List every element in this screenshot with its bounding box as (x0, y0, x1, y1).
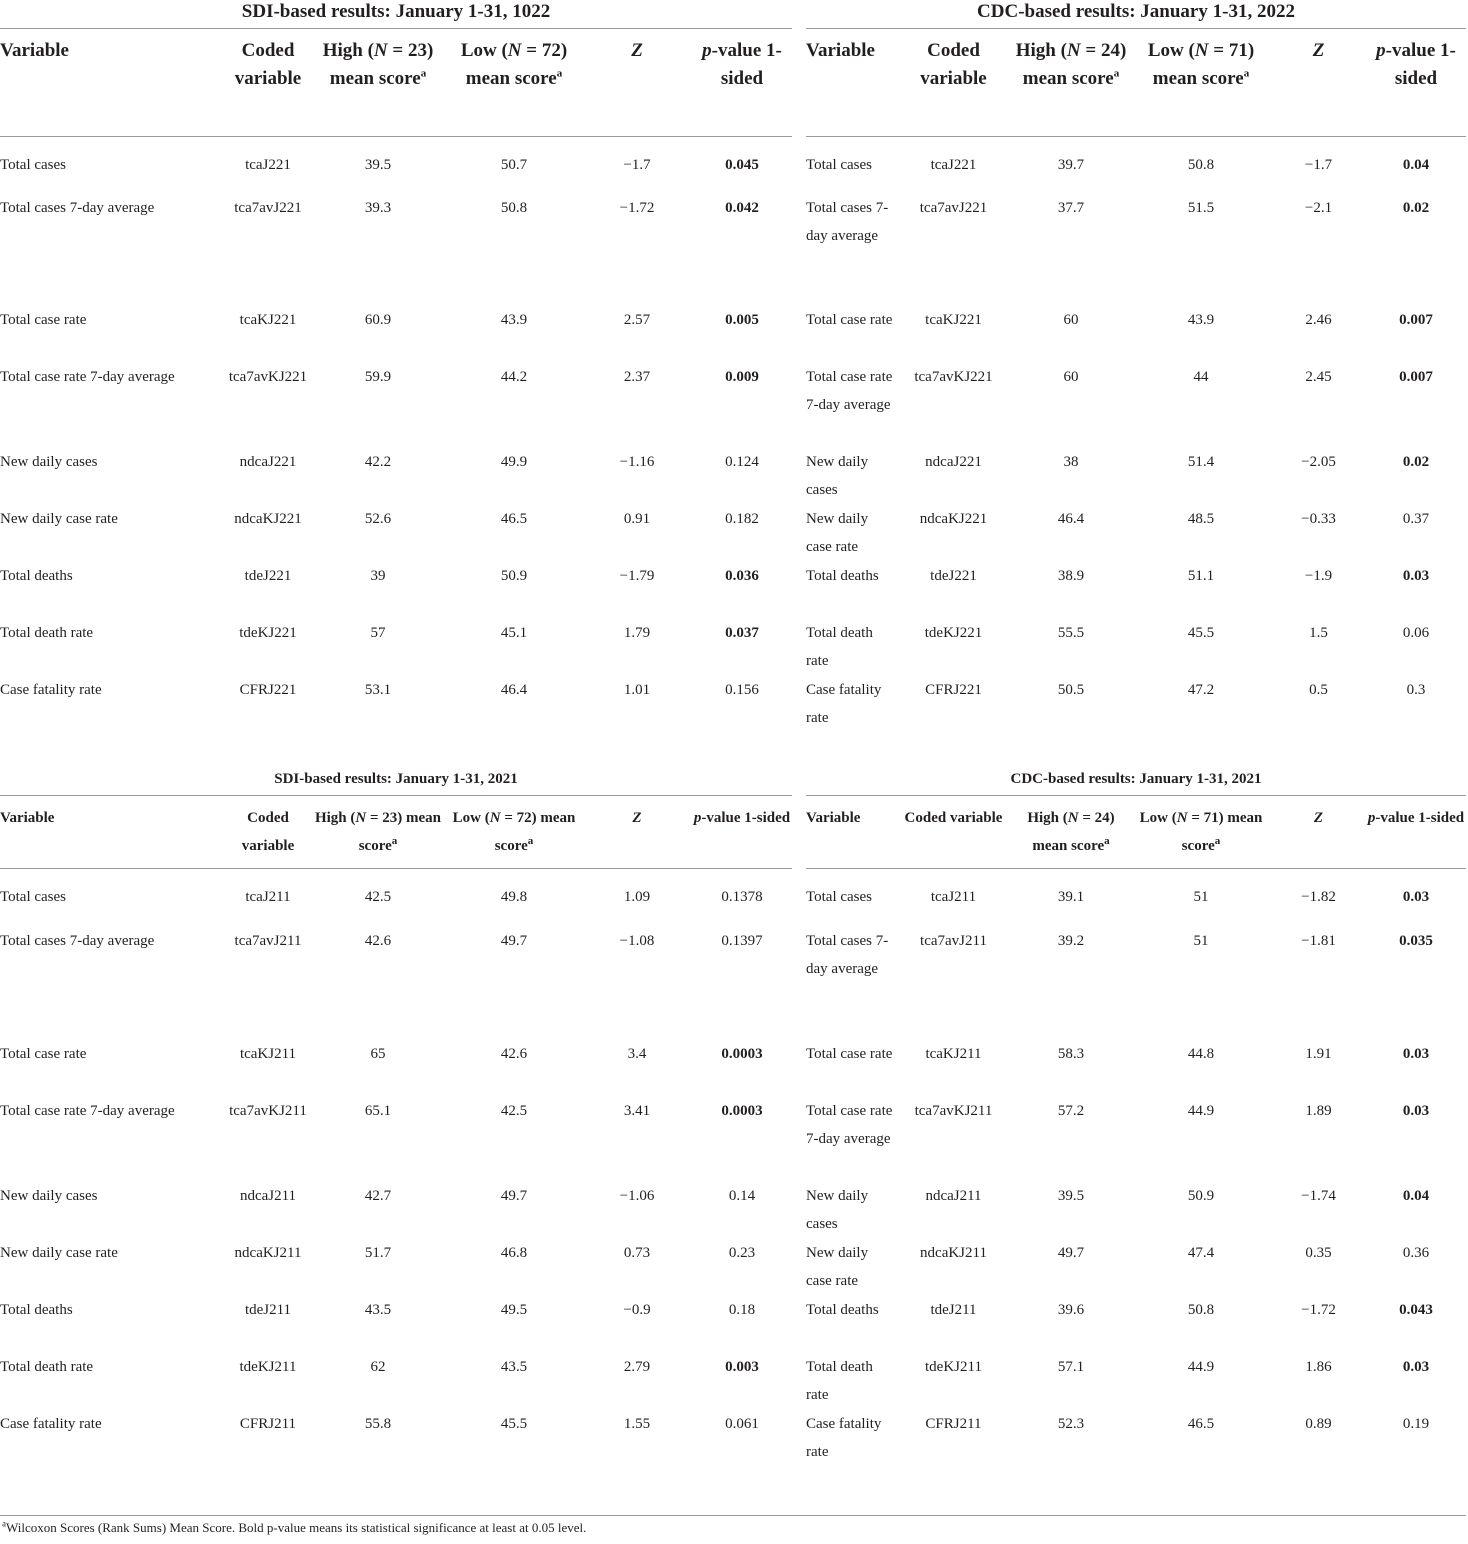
header-high: High (N = 24) mean score$^a$ (1027, 810, 1115, 854)
cell-coded-variable: ndcaKJ221 (234, 510, 302, 527)
panel-title-cdc-2022: CDC-based results: January 1-31, 2022 (977, 1, 1295, 22)
header-row (0, 797, 792, 869)
header-z: Z (1313, 810, 1324, 826)
table-row (806, 363, 1466, 448)
cell-low-mean: 44 (1193, 368, 1209, 385)
cell-z: 1.89 (1305, 1102, 1332, 1119)
cell-p-value: 0.03 (1402, 1358, 1430, 1375)
cell-low-mean: 47.4 (1187, 1244, 1215, 1261)
table-row (806, 1353, 1466, 1410)
cell-low-mean: 42.6 (500, 1045, 528, 1062)
cell-p-value: 0.036 (725, 567, 759, 584)
cell-variable: New daily case rate (806, 510, 869, 555)
table-row (0, 363, 792, 448)
cell-p-value: 0.03 (1402, 889, 1430, 905)
cell-low-mean: 43.5 (500, 1358, 528, 1375)
cell-z: −1.7 (1304, 157, 1333, 173)
cell-low-mean: 49.5 (500, 1301, 528, 1318)
cell-variable: Total death rate (0, 624, 94, 641)
cell-p-value: 0.009 (725, 368, 759, 385)
cell-variable: Total cases (0, 157, 67, 173)
table-row (806, 1296, 1466, 1353)
cell-high-mean: 43.5 (364, 1301, 392, 1318)
table-row (806, 562, 1466, 619)
cell-p-value: 0.02 (1402, 453, 1430, 470)
panel-title-cdc-2021: CDC-based results: January 1-31, 2021 (1010, 771, 1262, 787)
table-row (0, 448, 792, 505)
header-p-value: p-value 1-sided (702, 40, 782, 89)
cell-variable: Total deaths (0, 567, 73, 584)
header-variable: Variable (0, 810, 55, 826)
header-row (806, 797, 1466, 869)
cell-variable: Total death rate (806, 1358, 873, 1403)
cell-p-value: 0.23 (728, 1244, 756, 1261)
cell-p-value: 0.03 (1402, 1102, 1430, 1119)
cell-coded-variable: ndcaKJ211 (234, 1244, 302, 1261)
cell-variable: Total cases 7-day average (0, 932, 155, 949)
cell-coded-variable: tcaJ211 (930, 889, 977, 905)
results-table (806, 797, 1466, 1476)
cell-variable: New daily cases (806, 1187, 869, 1232)
cell-z: 2.46 (1305, 311, 1332, 328)
table-row (806, 1040, 1466, 1097)
cell-p-value: 0.042 (725, 199, 759, 216)
cell-p-value: 0.035 (1399, 932, 1433, 949)
cell-variable: Total case rate (806, 1045, 893, 1062)
cell-variable: Total case rate 7-day average (0, 1102, 175, 1119)
cell-z: 1.91 (1305, 1045, 1332, 1062)
cell-z: 2.37 (623, 368, 651, 385)
cell-z: −2.1 (1304, 199, 1333, 216)
cell-high-mean: 57 (370, 624, 386, 641)
cell-p-value: 0.19 (1402, 1415, 1430, 1432)
table-row (806, 927, 1466, 1040)
cell-p-value: 0.03 (1402, 567, 1430, 584)
cell-z: 2.45 (1305, 368, 1332, 385)
cell-p-value: 0.18 (728, 1301, 756, 1318)
cell-high-mean: 39.3 (364, 199, 392, 216)
cell-variable: New daily case rate (0, 510, 118, 527)
results-table (0, 797, 792, 1467)
table-row (806, 194, 1466, 306)
cell-coded-variable: ndcaKJ221 (919, 510, 988, 527)
cell-low-mean: 48.5 (1187, 510, 1215, 527)
cell-high-mean: 42.5 (364, 889, 392, 905)
cell-z: 1.55 (623, 1415, 651, 1432)
header-z: Z (1312, 40, 1325, 61)
cell-coded-variable: CFRJ211 (239, 1415, 297, 1432)
cell-coded-variable: ndcaJ211 (925, 1187, 982, 1204)
cell-high-mean: 65.1 (364, 1102, 392, 1119)
cell-coded-variable: tca7avKJ211 (229, 1102, 307, 1119)
cell-z: −1.74 (1301, 1187, 1336, 1204)
table-row (0, 1410, 792, 1467)
table-row (806, 1182, 1466, 1239)
cell-z: −1.82 (1301, 889, 1336, 905)
cell-coded-variable: tca7avJ211 (920, 932, 987, 949)
header-low: Low (N = 72) mean score$^a$ (460, 40, 568, 89)
header-coded-variable: Coded variable (904, 810, 1003, 826)
cell-p-value: 0.045 (725, 157, 759, 173)
table-cdc-2021 (806, 797, 1466, 1476)
cell-low-mean: 46.4 (500, 681, 528, 698)
cell-p-value: 0.043 (1399, 1301, 1433, 1318)
cell-z: −1.79 (619, 567, 655, 584)
cell-p-value: 0.36 (1402, 1244, 1430, 1261)
cell-high-mean: 39.5 (364, 157, 392, 173)
cell-z: 1.01 (623, 681, 651, 698)
header-low: Low (N = 71) mean score$^a$ (1147, 40, 1255, 89)
header-high: High (N = 24) mean score$^a$ (1015, 40, 1127, 89)
cell-coded-variable: CFRJ221 (239, 681, 297, 698)
cell-coded-variable: tdeJ221 (930, 567, 977, 584)
cell-high-mean: 49.7 (1057, 1244, 1085, 1261)
cell-p-value: 0.03 (1402, 1045, 1430, 1062)
cell-high-mean: 55.8 (364, 1415, 392, 1432)
cell-high-mean: 46.4 (1057, 510, 1085, 527)
cell-coded-variable: tcaKJ221 (239, 311, 297, 328)
table-row (806, 869, 1466, 927)
cell-variable: Total cases 7-day average (0, 199, 155, 216)
header-low: Low (N = 72) mean score$^a$ (452, 810, 576, 854)
cell-coded-variable: tdeJ221 (244, 567, 292, 584)
results-table (806, 30, 1466, 742)
cell-high-mean: 60.9 (364, 311, 392, 328)
cell-variable: Total case rate 7-day average (0, 368, 175, 385)
cell-coded-variable: ndcaJ211 (239, 1187, 297, 1204)
cell-variable: Total death rate (0, 1358, 94, 1375)
cell-p-value: 0.0003 (721, 1102, 763, 1119)
cell-z: −1.72 (1301, 1301, 1336, 1318)
cell-coded-variable: tdeKJ211 (925, 1358, 982, 1375)
cell-variable: Case fatality rate (0, 681, 102, 698)
cell-z: 0.91 (623, 510, 651, 527)
table-row (806, 1410, 1466, 1476)
cell-high-mean: 59.9 (364, 368, 392, 385)
cell-variable: New daily cases (0, 453, 98, 470)
table-row (0, 1182, 792, 1239)
cell-coded-variable: CFRJ211 (925, 1415, 982, 1432)
cell-p-value: 0.005 (725, 311, 759, 328)
cell-z: 2.79 (623, 1358, 651, 1375)
cell-z: 1.79 (623, 624, 651, 641)
table-row (806, 306, 1466, 363)
cell-coded-variable: tca7avJ221 (234, 199, 302, 216)
cell-low-mean: 50.7 (500, 157, 528, 173)
cell-p-value: 0.124 (725, 453, 759, 470)
table-row (0, 1239, 792, 1296)
rule (0, 28, 792, 29)
cell-high-mean: 57.1 (1057, 1358, 1085, 1375)
cell-low-mean: 45.1 (500, 624, 528, 641)
cell-low-mean: 50.9 (1187, 1187, 1215, 1204)
table-row (0, 194, 792, 306)
cell-p-value: 0.156 (725, 681, 759, 698)
cell-low-mean: 49.8 (500, 889, 528, 905)
cell-high-mean: 42.2 (364, 453, 392, 470)
cell-p-value: 0.003 (725, 1358, 759, 1375)
cell-p-value: 0.1397 (721, 932, 763, 949)
cell-z: −1.16 (619, 453, 655, 470)
cell-coded-variable: tcaJ221 (245, 157, 291, 173)
cell-coded-variable: tca7avJ221 (919, 199, 988, 216)
cell-z: −0.9 (623, 1301, 651, 1318)
table-row (806, 505, 1466, 562)
table-row (0, 619, 792, 676)
header-high: High (N = 23) mean score$^a$ (322, 40, 434, 89)
table-row (0, 927, 792, 1040)
cell-coded-variable: ndcaKJ211 (920, 1244, 987, 1261)
header-coded-variable: Coded variable (920, 40, 987, 89)
header-z: Z (631, 40, 643, 61)
cell-p-value: 0.04 (1402, 157, 1430, 173)
header-coded-variable: Coded variable (241, 810, 295, 854)
cell-high-mean: 39.6 (1057, 1301, 1085, 1318)
cell-z: 1.09 (623, 889, 651, 905)
header-variable: Variable (0, 40, 69, 61)
cell-variable: Total case rate 7-day average (806, 368, 893, 413)
header-variable: Variable (806, 40, 875, 61)
table-row (806, 1239, 1466, 1296)
cell-coded-variable: tdeKJ221 (924, 624, 983, 641)
cell-variable: Total cases 7-day average (806, 932, 889, 977)
cell-variable: Total case rate (0, 311, 87, 328)
table-row (0, 1040, 792, 1097)
cell-p-value: 0.007 (1399, 311, 1433, 328)
cell-coded-variable: tcaJ221 (930, 157, 977, 173)
cell-coded-variable: tdeKJ221 (239, 624, 297, 641)
header-row (806, 30, 1466, 137)
cell-variable: Total case rate 7-day average (806, 1102, 893, 1147)
cell-low-mean: 51.5 (1187, 199, 1215, 216)
cell-variable: Total deaths (806, 567, 879, 584)
table-cdc-2022 (806, 30, 1466, 742)
header-variable: Variable (806, 810, 861, 826)
cell-coded-variable: tca7avKJ221 (914, 368, 993, 385)
cell-variable: Total case rate (806, 311, 893, 328)
cell-z: −1.81 (1301, 932, 1336, 949)
cell-variable: Case fatality rate (0, 1415, 102, 1432)
cell-p-value: 0.1378 (721, 889, 763, 905)
cell-p-value: 0.007 (1399, 368, 1433, 385)
cell-variable: Total cases (0, 889, 67, 905)
cell-z: 0.5 (1309, 681, 1328, 698)
cell-variable: Case fatality rate (806, 1415, 882, 1460)
table-sdi-2022 (0, 30, 792, 733)
cell-low-mean: 45.5 (1187, 624, 1215, 641)
cell-z: 0.89 (1305, 1415, 1332, 1432)
header-low: Low (N = 71) mean score$^a$ (1139, 810, 1263, 854)
cell-variable: Total cases 7-day average (806, 199, 889, 244)
cell-high-mean: 39.1 (1057, 889, 1085, 905)
cell-z: −1.06 (619, 1187, 655, 1204)
panel-title-sdi-2021: SDI-based results: January 1-31, 2021 (274, 771, 518, 787)
cell-high-mean: 42.7 (364, 1187, 392, 1204)
table-row (806, 1097, 1466, 1182)
table-row (0, 869, 792, 927)
cell-p-value: 0.37 (1402, 510, 1430, 527)
cell-low-mean: 43.9 (500, 311, 528, 328)
cell-coded-variable: CFRJ221 (925, 681, 982, 698)
cell-z: 0.73 (623, 1244, 651, 1261)
table-row (0, 306, 792, 363)
cell-coded-variable: ndcaJ221 (925, 453, 982, 470)
header-p-value: p-value 1-sided (1367, 810, 1465, 826)
cell-variable: New daily case rate (0, 1244, 118, 1261)
cell-low-mean: 42.5 (500, 1102, 528, 1119)
cell-p-value: 0.0003 (721, 1045, 763, 1062)
cell-low-mean: 46.5 (500, 510, 528, 527)
cell-low-mean: 46.5 (1187, 1415, 1215, 1432)
cell-low-mean: 50.8 (1187, 157, 1215, 173)
cell-low-mean: 51 (1193, 889, 1209, 905)
cell-variable: Total case rate (0, 1045, 87, 1062)
table-row (0, 1097, 792, 1182)
table-row (0, 562, 792, 619)
cell-low-mean: 50.8 (500, 199, 528, 216)
cell-high-mean: 58.3 (1057, 1045, 1085, 1062)
table-row (806, 137, 1466, 194)
header-high: High (N = 23) mean score$^a$ (314, 810, 442, 854)
cell-variable: Total cases (806, 889, 873, 905)
cell-high-mean: 53.1 (364, 681, 392, 698)
table-row (806, 676, 1466, 742)
cell-low-mean: 44.9 (1187, 1102, 1215, 1119)
cell-high-mean: 42.6 (364, 932, 392, 949)
cell-low-mean: 44.8 (1187, 1045, 1215, 1062)
cell-high-mean: 39.7 (1057, 157, 1085, 173)
cell-low-mean: 49.9 (500, 453, 528, 470)
rule (806, 28, 1466, 29)
cell-high-mean: 55.5 (1057, 624, 1085, 641)
cell-low-mean: 44.9 (1187, 1358, 1215, 1375)
cell-z: −1.7 (623, 157, 651, 173)
cell-high-mean: 60 (1063, 311, 1079, 328)
cell-high-mean: 38.9 (1057, 567, 1085, 584)
cell-z: 3.4 (627, 1045, 647, 1062)
cell-high-mean: 60 (1063, 368, 1079, 385)
cell-z: −1.72 (619, 199, 655, 216)
cell-high-mean: 39.5 (1057, 1187, 1085, 1204)
table-row (0, 137, 792, 194)
results-table (0, 30, 792, 733)
cell-z: 3.41 (623, 1102, 651, 1119)
cell-high-mean: 62 (370, 1358, 386, 1375)
rule (0, 795, 792, 796)
panel-title-sdi-2022: SDI-based results: January 1-31, 1022 (241, 1, 551, 22)
cell-coded-variable: ndcaJ221 (239, 453, 297, 470)
header-row (0, 30, 792, 137)
cell-low-mean: 47.2 (1187, 681, 1215, 698)
cell-variable: New daily cases (0, 1187, 98, 1204)
cell-p-value: 0.061 (725, 1415, 759, 1432)
cell-variable: New daily cases (806, 453, 869, 498)
cell-coded-variable: tca7avJ211 (234, 932, 302, 949)
cell-variable: New daily case rate (806, 1244, 869, 1289)
cell-low-mean: 50.9 (500, 567, 528, 584)
cell-coded-variable: tca7avKJ211 (914, 1102, 993, 1119)
cell-z: −2.05 (1301, 453, 1336, 470)
cell-coded-variable: tdeKJ211 (239, 1358, 297, 1375)
table-row (806, 619, 1466, 676)
cell-low-mean: 51.1 (1187, 567, 1215, 584)
cell-variable: Total death rate (806, 624, 873, 669)
cell-p-value: 0.02 (1402, 199, 1430, 216)
cell-variable: Total deaths (806, 1301, 879, 1318)
cell-high-mean: 51.7 (364, 1244, 392, 1261)
cell-low-mean: 49.7 (500, 932, 528, 949)
header-p-value: p-value 1-sided (1376, 40, 1456, 89)
cell-high-mean: 52.6 (364, 510, 392, 527)
header-z: Z (632, 810, 642, 826)
cell-low-mean: 46.8 (500, 1244, 528, 1261)
cell-z: 2.57 (623, 311, 651, 328)
cell-p-value: 0.037 (725, 624, 759, 641)
cell-high-mean: 50.5 (1057, 681, 1085, 698)
footnote: $^a$Wilcoxon Scores (Rank Sums) Mean Score. Bold p-value means its statistical significance at least at 0.05 level. (2, 1518, 587, 1535)
header-p-value: p-value 1-sided (693, 810, 791, 826)
bottom-rule (0, 1515, 1466, 1516)
table-row (0, 1353, 792, 1410)
cell-coded-variable: tdeJ211 (244, 1301, 292, 1318)
cell-low-mean: 45.5 (500, 1415, 528, 1432)
table-row (0, 1296, 792, 1353)
cell-p-value: 0.04 (1402, 1187, 1430, 1204)
cell-low-mean: 50.8 (1187, 1301, 1215, 1318)
cell-low-mean: 51.4 (1187, 453, 1215, 470)
table-row (0, 505, 792, 562)
cell-z: −1.08 (619, 932, 655, 949)
cell-high-mean: 38 (1063, 453, 1079, 470)
cell-p-value: 0.3 (1406, 681, 1426, 698)
cell-z: 1.5 (1309, 624, 1328, 641)
cell-coded-variable: tcaKJ221 (925, 311, 982, 328)
cell-high-mean: 37.7 (1057, 199, 1085, 216)
cell-p-value: 0.182 (725, 510, 759, 527)
table-row (806, 448, 1466, 505)
cell-coded-variable: tcaKJ211 (239, 1045, 297, 1062)
cell-z: −1.9 (1304, 567, 1333, 584)
cell-z: −0.33 (1301, 510, 1336, 527)
cell-z: 0.35 (1305, 1244, 1332, 1261)
cell-coded-variable: tcaKJ211 (925, 1045, 982, 1062)
cell-p-value: 0.14 (728, 1187, 756, 1204)
cell-low-mean: 44.2 (500, 368, 528, 385)
table-row (0, 676, 792, 733)
cell-z: 1.86 (1305, 1358, 1332, 1375)
cell-variable: Case fatality rate (806, 681, 882, 726)
cell-variable: Total deaths (0, 1301, 73, 1318)
cell-coded-variable: tcaJ211 (245, 889, 291, 905)
cell-p-value: 0.06 (1402, 624, 1430, 641)
cell-coded-variable: tdeJ211 (930, 1301, 977, 1318)
cell-low-mean: 51 (1193, 932, 1209, 949)
table-sdi-2021 (0, 797, 792, 1467)
cell-variable: Total cases (806, 157, 873, 173)
header-coded-variable: Coded variable (234, 40, 302, 89)
rule (806, 795, 1466, 796)
cell-coded-variable: tca7avKJ221 (228, 368, 308, 385)
cell-high-mean: 65 (370, 1045, 386, 1062)
cell-low-mean: 43.9 (1187, 311, 1215, 328)
cell-low-mean: 49.7 (500, 1187, 528, 1204)
cell-high-mean: 39.2 (1057, 932, 1085, 949)
cell-high-mean: 57.2 (1057, 1102, 1085, 1119)
cell-high-mean: 52.3 (1057, 1415, 1085, 1432)
cell-high-mean: 39 (370, 567, 386, 584)
